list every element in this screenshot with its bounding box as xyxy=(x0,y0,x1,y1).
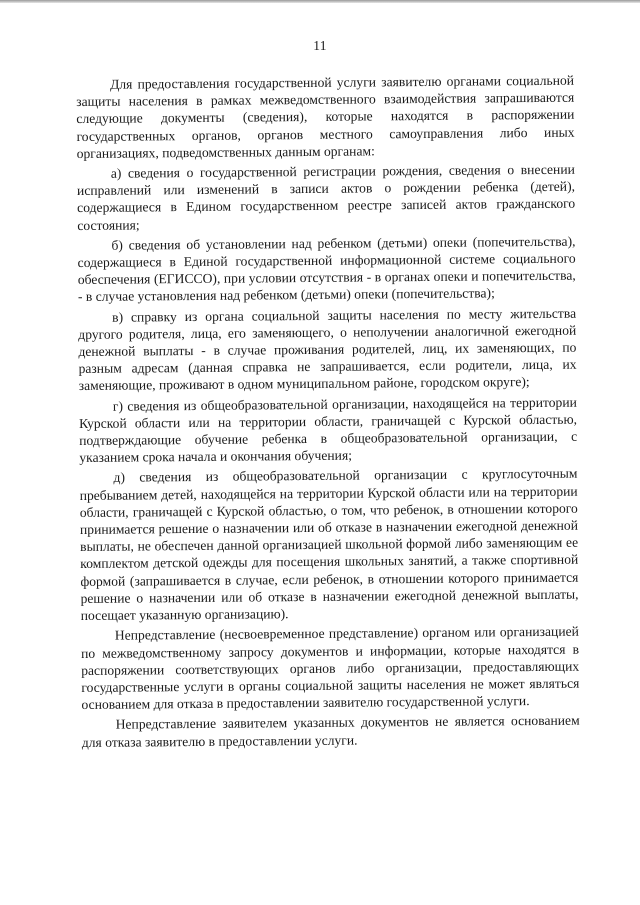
scan-top-edge xyxy=(0,0,640,3)
document-body xyxy=(76,72,580,754)
list-item-v: в) справку из органа социальной защиты населения по месту жительства другого родителя, лица, его заменяющего, о неполучении аналогичной ежегодной денежной выплаты - в случае проживания родителей, лиц, их заменяющих, по разным адресам (данная справка не запрашивается, если родители, лица, их заменяющие, проживают в одном муниципальном районе, городском округе); xyxy=(78,305,577,394)
list-item-d: д) сведения из общеобразовательной организации с круглосуточным пребыванием детей, находящейся на территории Курской области или на территории области, граничащей с Курской областью, о том, что ребенок, в отношении которого принимается решение о назначении или об отказе в назначении ежегодной денежной выплаты, не обеспечен данной организацией школьной формой либо заменяющим ее комплектом детской одежды для посещения школьных занятий, а также спортивной формой (запрашивается в случае, если ребенок, в отношении которого принимается решение о назначении или об отказе в назначении ежегодной денежной выплаты, посещает указанную организацию). xyxy=(79,466,579,624)
list-item-b: б) сведения об установлении над ребенком (детьми) опеки (попечительства), содержащиеся в Единой государственной информационной системе социального обеспечения (ЕГИССО), при условии отсутствия - в органах опеки и попечительства, - в случае установления над ребенком (детьми) опеки (попечительства); xyxy=(77,233,576,305)
non-submission-paragraph: Непредставление (несвоевременное представление) органом или организацией по межведомственному запросу документов и информации, которые находятся в распоряжении соответствующих органов либо организации, предоставляющих государственные услуги в органы социальной защиты населения не может являться основанием для отказа в предоставлении заявителю государственной услуги. xyxy=(80,623,580,713)
page-number: 11 xyxy=(313,38,327,53)
intro-paragraph: Для предоставления государственной услуги заявителю органами социальной защиты населения в рамках межведомственного взаимодействия запрашиваются следующие документы (сведения), которые находятся в распоряжении государственных органов, органов местного самоуправления либо иных организациях, подведомственных данным органам: xyxy=(76,72,575,161)
closing-paragraph: Непредставление заявителем указанных документов не является основанием для отказа заявителю в предоставлении услуги. xyxy=(81,712,580,750)
list-item-a: а) сведения о государственной регистрации рождения, сведения о внесении исправлений или изменений в записи актов о рождении ребенка (детей), содержащиеся в Едином государственном реестре записей актов гражданского состояния; xyxy=(76,161,576,233)
list-item-g: г) сведения из общеобразовательной организации, находящейся на территории Курской области или на территории области, граничащей с Курской областью, подтверждающие обучение ребенка в общеобразовательной организации, с указанием срока начала и окончания обучения; xyxy=(78,394,578,466)
